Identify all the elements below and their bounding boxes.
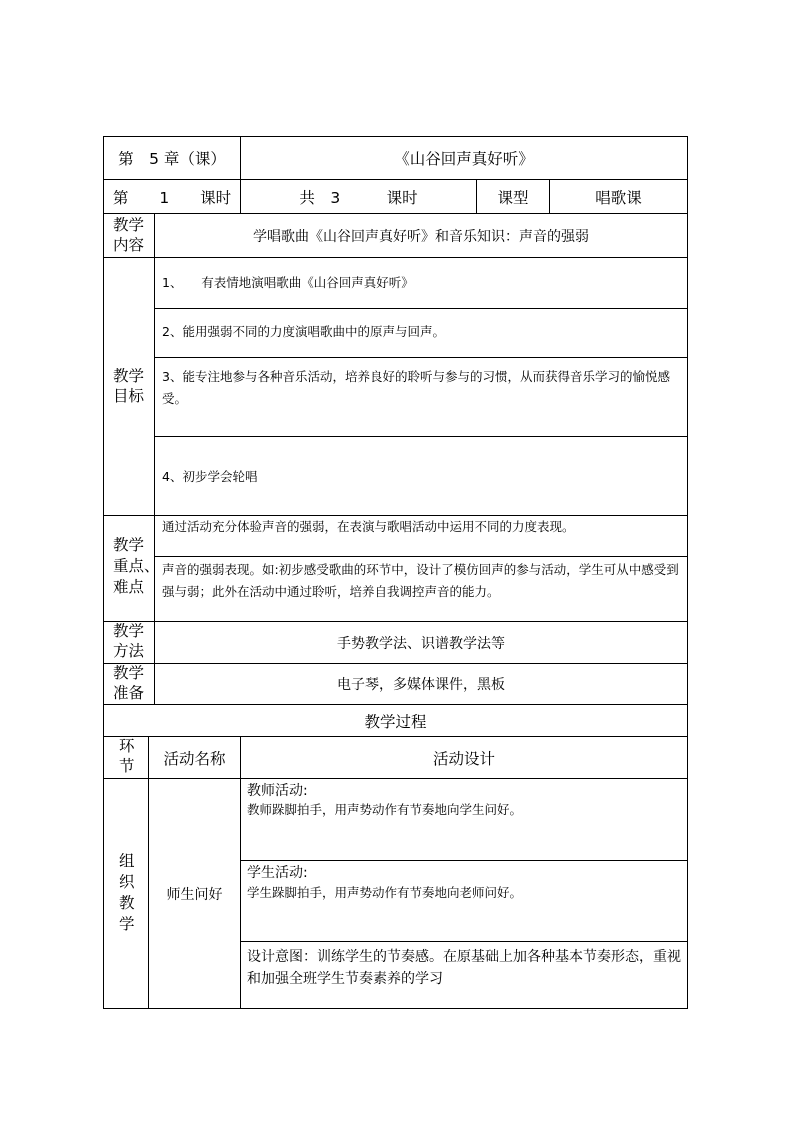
prep-label-cell (103, 663, 155, 705)
method-label-1: 教学 (113, 622, 145, 640)
objective-3: 3、能专注地参与各种音乐活动，培养良好的聆听与参与的习惯，从而获得音乐学习的愉悦感受。 (162, 369, 670, 406)
objectives-label-1: 教学 (113, 367, 145, 385)
objective-1: 1、 有表情地演唱歌曲《山谷回声真好听》 (162, 275, 414, 290)
design-header-cell (240, 736, 688, 779)
title-cell (240, 136, 688, 180)
lesson-type-label-cell (476, 179, 550, 214)
lesson-type-label: 课型 (497, 188, 529, 207)
difficult-point-cell (154, 556, 688, 622)
stage-char-4: 学 (119, 915, 135, 933)
student-activity-text: 学生跺脚拍手，用声势动作有节奏地向老师问好。 (247, 885, 523, 900)
difficult-point-text: 声音的强弱表现。如:初步感受歌曲的环节中，设计了模仿回声的参与活动，学生可从中感受到强与弱；此外在活动中通过聆听，培养自我调控声音的能力。 (162, 562, 679, 599)
teacher-activity-head: 教师活动: (247, 783, 308, 799)
prep-text: 电子琴，多媒体课件，黑板 (337, 677, 505, 693)
lesson-number-cell (103, 179, 241, 214)
keypoints-label-2: 重点、 (113, 557, 160, 575)
activity-header: 活动名称 (163, 749, 226, 768)
keypoints-label-cell (103, 515, 160, 622)
lesson-type-value: 唱歌课 (595, 188, 642, 207)
design-header: 活动设计 (432, 749, 495, 768)
teacher-activity-cell (240, 778, 688, 861)
activity-name: 师生问好 (166, 886, 223, 903)
method-label-2: 方法 (113, 642, 145, 660)
method-label-cell (103, 621, 155, 664)
process-title: 教学过程 (364, 712, 427, 731)
stage-char-2: 织 (119, 873, 135, 891)
stage-cell (103, 778, 149, 1009)
lesson-title: 《山谷回声真好听》 (394, 150, 534, 168)
design-intent-text: 设计意图：训练学生的节奏感。在原基础上加各种基本节奏形态，重视和加强全班学生节奏素养的学习 (247, 949, 681, 987)
activity-name-cell (148, 778, 241, 1009)
content-label-cell (103, 213, 155, 258)
content-label-2: 内容 (113, 236, 145, 254)
student-activity-cell (240, 860, 688, 942)
prep-label-2: 准备 (113, 684, 145, 702)
stage-char-1: 组 (119, 852, 135, 870)
teacher-activity-text: 教师跺脚拍手，用声势动作有节奏地向学生问好。 (247, 802, 523, 817)
method-text: 手势教学法、识谱教学法等 (337, 635, 505, 652)
objective-1-cell (154, 257, 688, 309)
activity-header-cell (148, 736, 241, 779)
total-lessons: 共 3 课时 (299, 188, 418, 207)
chapter-cell (103, 136, 241, 180)
stage-header-1: 环 (119, 737, 135, 755)
design-intent-cell (240, 941, 688, 1009)
prep-text-cell (154, 663, 688, 705)
stage-header-cell (103, 736, 149, 779)
objective-4-cell (154, 436, 688, 516)
student-activity-head: 学生活动: (247, 865, 308, 881)
method-text-cell (154, 621, 688, 664)
prep-label-1: 教学 (113, 664, 145, 682)
objectives-label-2: 目标 (113, 387, 145, 405)
keypoints-label-3: 难点 (113, 578, 145, 596)
objective-4: 4、初步学会轮唱 (162, 469, 258, 484)
key-point-text: 通过活动充分体验声音的强弱，在表演与歌唱活动中运用不同的力度表现。 (162, 519, 575, 534)
lesson-number: 第 1 课时 (112, 188, 232, 207)
lesson-type-value-cell (549, 179, 688, 214)
chapter-label: 第 5 章（课） (118, 150, 226, 168)
stage-header-2: 节 (119, 757, 135, 775)
content-label-1: 教学 (113, 216, 145, 234)
objective-2-cell (154, 308, 688, 358)
objective-3-cell (154, 357, 688, 437)
content-text: 学唱歌曲《山谷回声真好听》和音乐知识：声音的强弱 (253, 228, 589, 245)
keypoints-label-1: 教学 (113, 536, 145, 554)
objectives-label-cell (103, 257, 155, 516)
key-point-cell (154, 515, 688, 557)
content-text-cell (154, 213, 688, 258)
objective-2: 2、能用强弱不同的力度演唱歌曲中的原声与回声。 (162, 324, 445, 339)
total-lessons-cell (240, 179, 477, 214)
process-title-cell (103, 704, 688, 737)
stage-char-3: 教 (119, 894, 135, 912)
